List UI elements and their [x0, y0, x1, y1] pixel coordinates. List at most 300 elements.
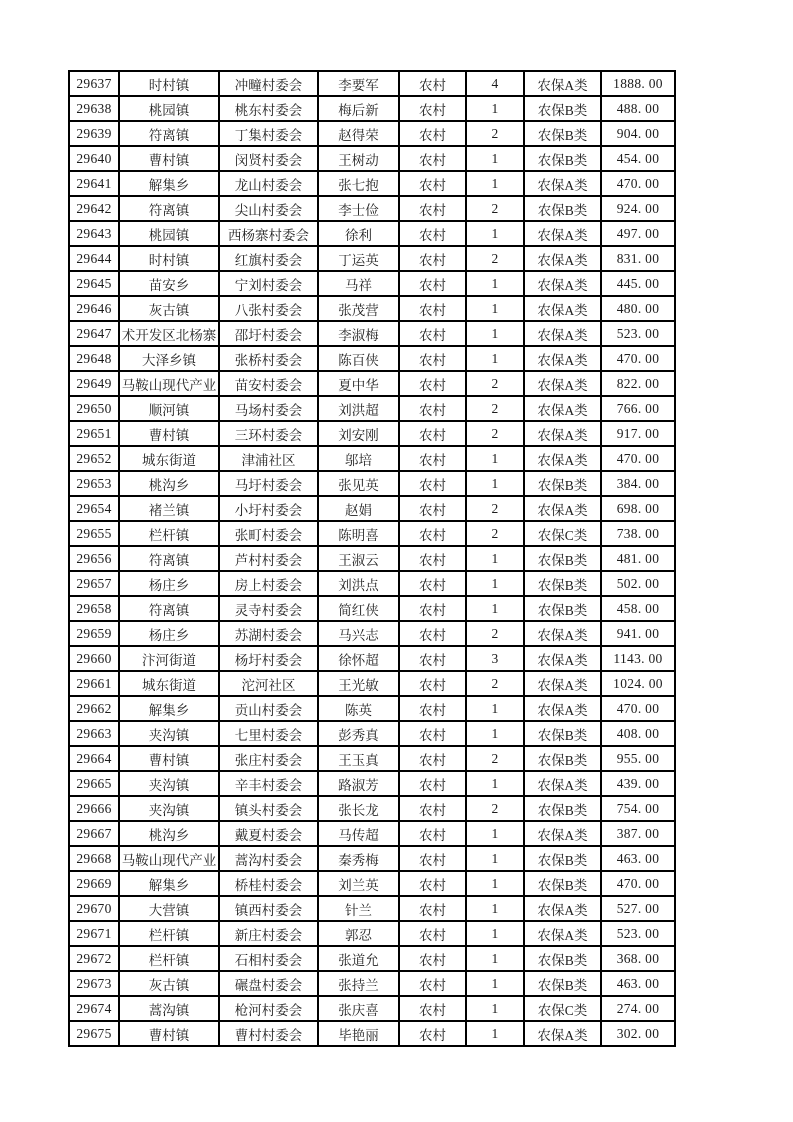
cell-id: 29651: [69, 421, 119, 446]
cell-id: 29671: [69, 921, 119, 946]
cell-person: 张茂营: [318, 296, 399, 321]
cell-category: 农保B类: [524, 546, 601, 571]
cell-category: 农保A类: [524, 621, 601, 646]
cell-town: 褚兰镇: [119, 496, 219, 521]
cell-residence: 农村: [399, 321, 466, 346]
cell-residence: 农村: [399, 971, 466, 996]
cell-id: 29641: [69, 171, 119, 196]
cell-count: 2: [466, 121, 524, 146]
cell-count: 1: [466, 971, 524, 996]
cell-count: 1: [466, 321, 524, 346]
cell-person: 马传超: [318, 821, 399, 846]
cell-amount: 488. 00: [601, 96, 675, 121]
cell-town: 城东街道: [119, 671, 219, 696]
cell-person: 徐怀超: [318, 646, 399, 671]
table-row: [69, 421, 675, 446]
table-row: [69, 621, 675, 646]
cell-town: 桃园镇: [119, 221, 219, 246]
cell-person: 王玉真: [318, 746, 399, 771]
cell-count: 1: [466, 346, 524, 371]
cell-count: 3: [466, 646, 524, 671]
cell-person: 张道允: [318, 946, 399, 971]
cell-person: 张七抱: [318, 171, 399, 196]
cell-category: 农保C类: [524, 521, 601, 546]
cell-town: 栏杆镇: [119, 521, 219, 546]
table-row: [69, 371, 675, 396]
cell-residence: 农村: [399, 696, 466, 721]
cell-id: 29673: [69, 971, 119, 996]
cell-person: 路淑芳: [318, 771, 399, 796]
cell-village: 西杨寨村委会: [219, 221, 318, 246]
cell-village: 桃东村委会: [219, 96, 318, 121]
cell-village: 碾盘村委会: [219, 971, 318, 996]
cell-category: 农保B类: [524, 971, 601, 996]
cell-town: 栏杆镇: [119, 921, 219, 946]
table-row: [69, 121, 675, 146]
cell-person: 张持兰: [318, 971, 399, 996]
cell-person: 刘洪超: [318, 396, 399, 421]
cell-category: 农保B类: [524, 121, 601, 146]
cell-category: 农保A类: [524, 271, 601, 296]
cell-town: 栏杆镇: [119, 946, 219, 971]
cell-village: 闵贤村委会: [219, 146, 318, 171]
cell-person: 陈百侠: [318, 346, 399, 371]
cell-village: 三环村委会: [219, 421, 318, 446]
cell-amount: 766. 00: [601, 396, 675, 421]
table-row: [69, 271, 675, 296]
table-row: [69, 246, 675, 271]
cell-amount: 480. 00: [601, 296, 675, 321]
cell-village: 曹村村委会: [219, 1021, 318, 1046]
cell-village: 苗安村委会: [219, 371, 318, 396]
cell-person: 张长龙: [318, 796, 399, 821]
cell-category: 农保A类: [524, 321, 601, 346]
cell-count: 2: [466, 746, 524, 771]
cell-id: 29662: [69, 696, 119, 721]
cell-amount: 463. 00: [601, 971, 675, 996]
cell-id: 29663: [69, 721, 119, 746]
cell-residence: 农村: [399, 721, 466, 746]
cell-residence: 农村: [399, 921, 466, 946]
cell-count: 1: [466, 921, 524, 946]
cell-category: 农保B类: [524, 196, 601, 221]
table-row: [69, 71, 675, 96]
table-row: [69, 221, 675, 246]
cell-count: 1: [466, 896, 524, 921]
cell-amount: 754. 00: [601, 796, 675, 821]
cell-residence: 农村: [399, 346, 466, 371]
cell-village: 辛丰村委会: [219, 771, 318, 796]
table-row: [69, 96, 675, 121]
cell-id: 29675: [69, 1021, 119, 1046]
cell-person: 徐利: [318, 221, 399, 246]
cell-residence: 农村: [399, 896, 466, 921]
cell-village: 灵寺村委会: [219, 596, 318, 621]
cell-village: 小圩村委会: [219, 496, 318, 521]
cell-count: 2: [466, 421, 524, 446]
cell-id: 29657: [69, 571, 119, 596]
table-row: [69, 496, 675, 521]
cell-town: 城东街道: [119, 446, 219, 471]
cell-person: 彭秀真: [318, 721, 399, 746]
cell-village: 镇西村委会: [219, 896, 318, 921]
cell-village: 宁刘村委会: [219, 271, 318, 296]
cell-id: 29666: [69, 796, 119, 821]
cell-village: 戴夏村委会: [219, 821, 318, 846]
cell-id: 29674: [69, 996, 119, 1021]
cell-count: 1: [466, 996, 524, 1021]
cell-person: 刘洪点: [318, 571, 399, 596]
cell-town: 时村镇: [119, 246, 219, 271]
cell-village: 马场村委会: [219, 396, 318, 421]
cell-amount: 387. 00: [601, 821, 675, 846]
cell-residence: 农村: [399, 371, 466, 396]
cell-category: 农保B类: [524, 571, 601, 596]
cell-residence: 农村: [399, 596, 466, 621]
cell-town: 时村镇: [119, 71, 219, 96]
cell-id: 29661: [69, 671, 119, 696]
cell-village: 石相村委会: [219, 946, 318, 971]
cell-id: 29659: [69, 621, 119, 646]
cell-count: 2: [466, 496, 524, 521]
table-row: [69, 696, 675, 721]
cell-amount: 470. 00: [601, 871, 675, 896]
cell-category: 农保B类: [524, 746, 601, 771]
cell-village: 七里村委会: [219, 721, 318, 746]
cell-person: 邬培: [318, 446, 399, 471]
cell-town: 符离镇: [119, 121, 219, 146]
cell-id: 29648: [69, 346, 119, 371]
cell-id: 29646: [69, 296, 119, 321]
cell-id: 29639: [69, 121, 119, 146]
cell-person: 陈英: [318, 696, 399, 721]
cell-count: 1: [466, 1021, 524, 1046]
cell-town: 符离镇: [119, 196, 219, 221]
cell-village: 蒿沟村委会: [219, 846, 318, 871]
cell-person: 梅后新: [318, 96, 399, 121]
cell-id: 29649: [69, 371, 119, 396]
cell-count: 1: [466, 721, 524, 746]
cell-amount: 470. 00: [601, 446, 675, 471]
cell-town: 马鞍山现代产业: [119, 846, 219, 871]
cell-person: 王光敏: [318, 671, 399, 696]
cell-town: 夹沟镇: [119, 796, 219, 821]
cell-id: 29654: [69, 496, 119, 521]
cell-id: 29664: [69, 746, 119, 771]
cell-village: 八张村委会: [219, 296, 318, 321]
cell-category: 农保A类: [524, 296, 601, 321]
cell-count: 1: [466, 596, 524, 621]
table-row: [69, 721, 675, 746]
cell-town: 解集乡: [119, 696, 219, 721]
table-row: [69, 446, 675, 471]
cell-id: 29643: [69, 221, 119, 246]
cell-count: 2: [466, 371, 524, 396]
cell-id: 29669: [69, 871, 119, 896]
cell-village: 芦村村委会: [219, 546, 318, 571]
cell-residence: 农村: [399, 996, 466, 1021]
cell-id: 29667: [69, 821, 119, 846]
table-row: [69, 596, 675, 621]
cell-count: 1: [466, 696, 524, 721]
cell-residence: 农村: [399, 121, 466, 146]
cell-residence: 农村: [399, 846, 466, 871]
cell-village: 镇头村委会: [219, 796, 318, 821]
cell-town: 夹沟镇: [119, 721, 219, 746]
table-row: [69, 871, 675, 896]
cell-town: 符离镇: [119, 596, 219, 621]
cell-category: 农保A类: [524, 821, 601, 846]
cell-count: 1: [466, 546, 524, 571]
cell-person: 王树动: [318, 146, 399, 171]
cell-amount: 368. 00: [601, 946, 675, 971]
cell-town: 符离镇: [119, 546, 219, 571]
cell-town: 灰古镇: [119, 971, 219, 996]
cell-person: 针兰: [318, 896, 399, 921]
table-row: [69, 471, 675, 496]
cell-person: 刘安刚: [318, 421, 399, 446]
table-row: [69, 896, 675, 921]
cell-count: 2: [466, 196, 524, 221]
cell-amount: 523. 00: [601, 321, 675, 346]
cell-residence: 农村: [399, 246, 466, 271]
cell-count: 2: [466, 521, 524, 546]
cell-person: 简红侠: [318, 596, 399, 621]
cell-town: 马鞍山现代产业: [119, 371, 219, 396]
cell-count: 1: [466, 871, 524, 896]
cell-residence: 农村: [399, 796, 466, 821]
cell-person: 毕艳丽: [318, 1021, 399, 1046]
cell-person: 夏中华: [318, 371, 399, 396]
cell-category: 农保A类: [524, 246, 601, 271]
cell-category: 农保B类: [524, 796, 601, 821]
cell-id: 29645: [69, 271, 119, 296]
cell-person: 张见英: [318, 471, 399, 496]
cell-village: 龙山村委会: [219, 171, 318, 196]
cell-residence: 农村: [399, 671, 466, 696]
cell-amount: 463. 00: [601, 846, 675, 871]
cell-village: 邵圩村委会: [219, 321, 318, 346]
cell-village: 枪河村委会: [219, 996, 318, 1021]
cell-town: 杨庄乡: [119, 571, 219, 596]
cell-person: 秦秀梅: [318, 846, 399, 871]
cell-amount: 822. 00: [601, 371, 675, 396]
cell-town: 解集乡: [119, 171, 219, 196]
cell-amount: 831. 00: [601, 246, 675, 271]
cell-town: 桃沟乡: [119, 821, 219, 846]
table-row: [69, 921, 675, 946]
cell-category: 农保A类: [524, 671, 601, 696]
cell-residence: 农村: [399, 946, 466, 971]
table-row: [69, 521, 675, 546]
cell-person: 赵得荣: [318, 121, 399, 146]
cell-amount: 470. 00: [601, 696, 675, 721]
table-body: [69, 71, 675, 1046]
cell-residence: 农村: [399, 446, 466, 471]
cell-village: 红旗村委会: [219, 246, 318, 271]
table-row: [69, 946, 675, 971]
cell-residence: 农村: [399, 646, 466, 671]
cell-village: 马圩村委会: [219, 471, 318, 496]
cell-residence: 农村: [399, 571, 466, 596]
cell-person: 李要军: [318, 71, 399, 96]
cell-amount: 454. 00: [601, 146, 675, 171]
cell-amount: 523. 00: [601, 921, 675, 946]
cell-count: 2: [466, 796, 524, 821]
table-row: [69, 396, 675, 421]
cell-amount: 1143. 00: [601, 646, 675, 671]
cell-residence: 农村: [399, 496, 466, 521]
cell-id: 29637: [69, 71, 119, 96]
cell-person: 丁运英: [318, 246, 399, 271]
cell-category: 农保B类: [524, 721, 601, 746]
cell-amount: 955. 00: [601, 746, 675, 771]
cell-amount: 445. 00: [601, 271, 675, 296]
cell-person: 张庆喜: [318, 996, 399, 1021]
cell-amount: 302. 00: [601, 1021, 675, 1046]
cell-town: 曹村镇: [119, 1021, 219, 1046]
cell-residence: 农村: [399, 271, 466, 296]
cell-town: 曹村镇: [119, 421, 219, 446]
cell-id: 29656: [69, 546, 119, 571]
table-row: [69, 571, 675, 596]
cell-count: 2: [466, 621, 524, 646]
cell-id: 29650: [69, 396, 119, 421]
cell-town: 汴河街道: [119, 646, 219, 671]
table-row: [69, 821, 675, 846]
cell-residence: 农村: [399, 821, 466, 846]
table-row: [69, 1021, 675, 1046]
cell-category: 农保B类: [524, 596, 601, 621]
cell-amount: 274. 00: [601, 996, 675, 1021]
cell-category: 农保A类: [524, 646, 601, 671]
cell-town: 蒿沟镇: [119, 996, 219, 1021]
cell-residence: 农村: [399, 296, 466, 321]
cell-amount: 924. 00: [601, 196, 675, 221]
cell-category: 农保C类: [524, 996, 601, 1021]
table-row: [69, 171, 675, 196]
cell-count: 1: [466, 296, 524, 321]
cell-count: 2: [466, 671, 524, 696]
cell-person: 王淑云: [318, 546, 399, 571]
cell-category: 农保B类: [524, 846, 601, 871]
cell-category: 农保A类: [524, 421, 601, 446]
cell-amount: 458. 00: [601, 596, 675, 621]
cell-count: 1: [466, 946, 524, 971]
cell-person: 李士俭: [318, 196, 399, 221]
cell-town: 术开发区北杨寨: [119, 321, 219, 346]
cell-id: 29638: [69, 96, 119, 121]
cell-category: 农保A类: [524, 1021, 601, 1046]
cell-town: 苗安乡: [119, 271, 219, 296]
table-row: [69, 146, 675, 171]
cell-residence: 农村: [399, 471, 466, 496]
cell-village: 津浦社区: [219, 446, 318, 471]
table-row: [69, 196, 675, 221]
cell-village: 尖山村委会: [219, 196, 318, 221]
cell-residence: 农村: [399, 546, 466, 571]
cell-amount: 738. 00: [601, 521, 675, 546]
cell-id: 29672: [69, 946, 119, 971]
cell-amount: 470. 00: [601, 346, 675, 371]
cell-amount: 917. 00: [601, 421, 675, 446]
cell-category: 农保B类: [524, 946, 601, 971]
cell-amount: 1888. 00: [601, 71, 675, 96]
cell-residence: 农村: [399, 871, 466, 896]
cell-amount: 384. 00: [601, 471, 675, 496]
cell-person: 赵娟: [318, 496, 399, 521]
table-row: [69, 346, 675, 371]
cell-count: 1: [466, 846, 524, 871]
cell-id: 29660: [69, 646, 119, 671]
cell-town: 大泽乡镇: [119, 346, 219, 371]
cell-person: 马祥: [318, 271, 399, 296]
table-row: [69, 796, 675, 821]
cell-residence: 农村: [399, 621, 466, 646]
cell-count: 1: [466, 221, 524, 246]
cell-village: 贡山村委会: [219, 696, 318, 721]
cell-person: 郭忍: [318, 921, 399, 946]
cell-residence: 农村: [399, 221, 466, 246]
cell-count: 1: [466, 146, 524, 171]
table-row: [69, 646, 675, 671]
cell-village: 桥桂村委会: [219, 871, 318, 896]
cell-village: 张庄村委会: [219, 746, 318, 771]
cell-residence: 农村: [399, 96, 466, 121]
table-row: [69, 671, 675, 696]
cell-town: 曹村镇: [119, 146, 219, 171]
cell-id: 29665: [69, 771, 119, 796]
cell-village: 沱河社区: [219, 671, 318, 696]
cell-count: 1: [466, 171, 524, 196]
cell-category: 农保A类: [524, 221, 601, 246]
table-row: [69, 746, 675, 771]
table-row: [69, 296, 675, 321]
cell-category: 农保A类: [524, 921, 601, 946]
cell-town: 灰古镇: [119, 296, 219, 321]
cell-id: 29642: [69, 196, 119, 221]
cell-residence: 农村: [399, 1021, 466, 1046]
cell-count: 1: [466, 771, 524, 796]
cell-category: 农保A类: [524, 71, 601, 96]
cell-person: 马兴志: [318, 621, 399, 646]
cell-amount: 470. 00: [601, 171, 675, 196]
records-table: [68, 70, 676, 1047]
cell-category: 农保B类: [524, 871, 601, 896]
cell-village: 张町村委会: [219, 521, 318, 546]
cell-town: 桃园镇: [119, 96, 219, 121]
cell-category: 农保B类: [524, 96, 601, 121]
cell-category: 农保B类: [524, 146, 601, 171]
cell-count: 2: [466, 396, 524, 421]
cell-town: 解集乡: [119, 871, 219, 896]
cell-residence: 农村: [399, 396, 466, 421]
cell-id: 29644: [69, 246, 119, 271]
cell-id: 29652: [69, 446, 119, 471]
cell-category: 农保A类: [524, 346, 601, 371]
cell-amount: 527. 00: [601, 896, 675, 921]
cell-count: 2: [466, 246, 524, 271]
cell-village: 新庄村委会: [219, 921, 318, 946]
cell-category: 农保A类: [524, 396, 601, 421]
cell-amount: 1024. 00: [601, 671, 675, 696]
cell-id: 29670: [69, 896, 119, 921]
cell-count: 1: [466, 471, 524, 496]
table-row: [69, 996, 675, 1021]
table-row: [69, 771, 675, 796]
cell-amount: 408. 00: [601, 721, 675, 746]
cell-category: 农保B类: [524, 471, 601, 496]
